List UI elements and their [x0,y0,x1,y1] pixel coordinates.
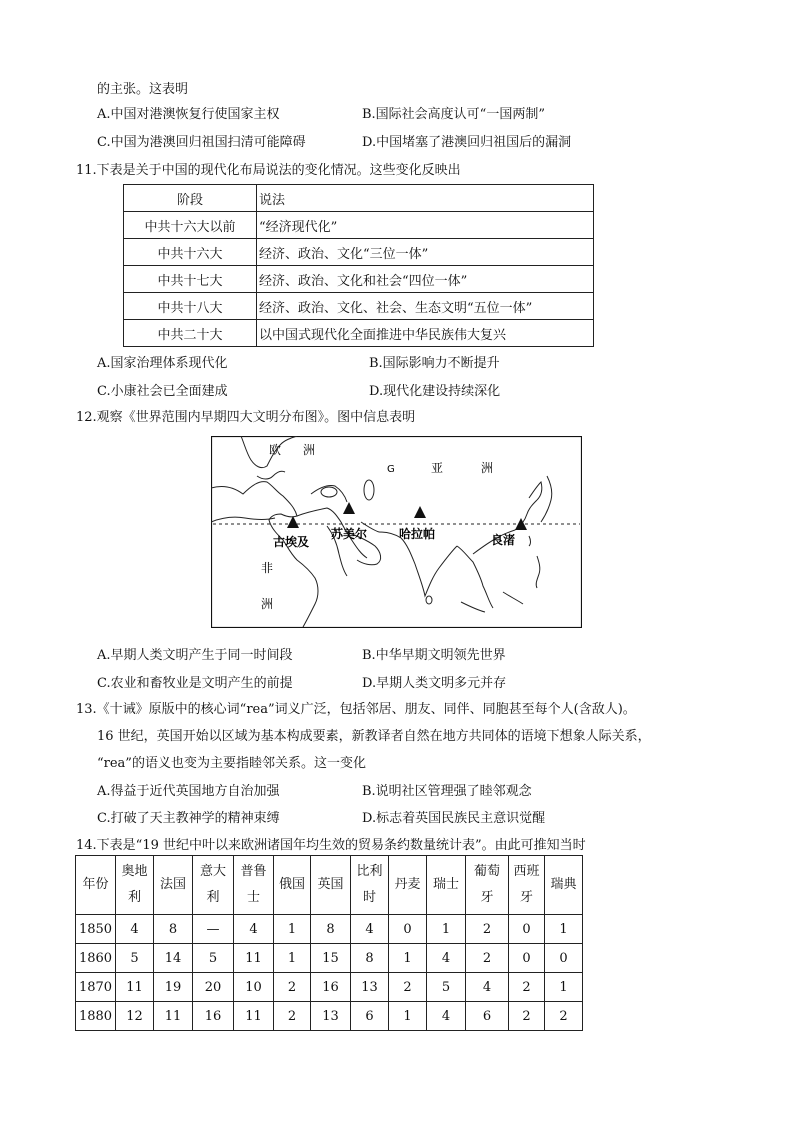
table-cell: 2 [545,1002,583,1031]
civilization-map [211,436,582,628]
table-header-row [76,856,583,915]
q12-stem: 12.观察《世界范围内早期四大文明分布图》。图中信息表明 [76,410,416,425]
table-cell: 8 [351,944,389,973]
table-cell: 5 [193,944,234,973]
table-header-cell [351,856,389,915]
table-cell: 8 [311,915,351,944]
table-cell: 4 [116,915,154,944]
q12-option-c[interactable]: C.农业和畜牧业是文明产生的前提 [97,676,293,691]
table-cell: 4 [427,1002,466,1031]
map-label-asia-1: 亚 [431,461,444,475]
table-row [76,915,583,944]
q12-option-b[interactable]: B.中华早期文明领先世界 [362,648,506,663]
table-header-cell [466,856,509,915]
table-cell: 6 [351,1002,389,1031]
table-header-cell: 阶段 [124,185,257,212]
table-header-cell [234,856,274,915]
table-cell: 11 [154,1002,193,1031]
table-cell: 4 [234,915,274,944]
map-label-sumer: 苏美尔 [331,527,368,541]
header-text: 普鲁 [240,864,267,879]
q13-stem-line-2: 16 世纪，英国开始以区域为基本构成要素，新教译者自然在地方共同体的语境下想象人际关系， [97,729,651,744]
table-cell: 0 [509,915,545,944]
header-text: 牙 [519,890,533,905]
header-text: 英国 [317,877,344,892]
table-cell: 11 [234,944,274,973]
header-text: 葡萄 [473,864,500,879]
table-cell: 6 [466,1002,509,1031]
table-cell: 13 [351,973,389,1002]
table-cell: 1870 [76,973,116,1002]
table-row [76,973,583,1002]
table-cell: 2 [389,973,427,1002]
header-text: 奥地 [121,864,148,879]
q12-option-a[interactable]: A.早期人类文明产生于同一时间段 [97,648,293,663]
header-text: 年份 [82,877,109,892]
map-label-harappa: 哈拉帕 [399,527,436,541]
header-text: 利 [206,890,220,905]
table-cell: 5 [427,973,466,1002]
q11-table [123,184,594,347]
q11-option-d[interactable]: D.现代化建设持续深化 [369,384,501,399]
header-text: 时 [362,890,376,905]
table-cell: 1850 [76,915,116,944]
q10-option-c[interactable]: C.中国为港澳回归祖国扫清可能障碍 [97,135,306,150]
table-header-cell [427,856,466,915]
table-cell: — [193,915,234,944]
header-text: 利 [127,890,141,905]
table-cell: 4 [427,944,466,973]
table-header-cell [154,856,193,915]
table-cell: 2 [274,1002,311,1031]
table-cell: 11 [234,1002,274,1031]
q13-option-b[interactable]: B.说明社区管理强了睦邻观念 [362,784,532,799]
table-row [124,266,594,293]
table-cell: 以中国式现代化全面推进中华民族伟大复兴 [257,320,594,347]
table-cell: 14 [154,944,193,973]
table-header-cell [509,856,545,915]
header-text: 丹麦 [394,877,421,892]
header-text: 西班 [513,864,540,879]
map-label-egypt: 古埃及 [273,535,310,549]
table-cell: 1 [545,915,583,944]
map-label-liangzhu: 良渚 [491,533,516,547]
q11-option-b[interactable]: B.国际影响力不断提升 [369,356,500,371]
table-header-cell [116,856,154,915]
q10-option-d[interactable]: D.中国堵塞了港澳回归祖国后的漏洞 [362,135,572,150]
table-header-cell [274,856,311,915]
table-cell: 19 [154,973,193,1002]
table-cell: 1 [389,944,427,973]
svg-text:G: G [387,464,395,475]
header-text: 士 [246,890,260,905]
table-cell: 1 [389,1002,427,1031]
map-label-asia-2: 洲 [481,461,494,475]
table-row [76,1002,583,1031]
table-cell: 1 [274,944,311,973]
q11-option-a[interactable]: A.国家治理体系现代化 [97,356,228,371]
table-cell: 中共十六大 [124,239,257,266]
header-text: 瑞士 [432,877,459,892]
table-header-cell [311,856,351,915]
q11-stem: 11.下表是关于中国的现代化布局说法的变化情况。这些变化反映出 [76,163,461,178]
table-header-cell [76,856,116,915]
header-text: 比利 [356,864,383,879]
header-text: 瑞典 [550,877,577,892]
table-cell: 16 [311,973,351,1002]
q13-stem-line-1: 13.《十诫》原版中的核心词“rea”词义广泛，包括邻居、朋友、同伴、同胞甚至每个人(含敌人)。 [76,702,636,717]
q13-option-a[interactable]: A.得益于近代英国地方自治加强 [97,784,280,799]
table-cell: 经济、政治、文化“三位一体” [257,239,594,266]
table-cell: 5 [116,944,154,973]
table-cell: 1 [427,915,466,944]
table-cell: 11 [116,973,154,1002]
table-cell: 13 [311,1002,351,1031]
table-cell: 中共十七大 [124,266,257,293]
table-row [124,293,594,320]
table-row [124,320,594,347]
table-cell: 中共十六大以前 [124,212,257,239]
table-cell: 0 [545,944,583,973]
table-cell: 16 [193,1002,234,1031]
table-cell: “经济现代化” [257,212,594,239]
q12-option-d[interactable]: D.早期人类文明多元并存 [362,676,507,691]
table-cell: 1880 [76,1002,116,1031]
table-header-cell [193,856,234,915]
table-cell: 经济、政治、文化和社会“四位一体” [257,266,594,293]
table-cell: 2 [274,973,311,1002]
q10-option-a[interactable]: A.中国对港澳恢复行使国家主权 [97,107,280,122]
table-cell: 经济、政治、文化、社会、生态文明“五位一体” [257,293,594,320]
table-cell: 1 [274,915,311,944]
table-cell: 12 [116,1002,154,1031]
map-label-europe-1: 欧 [269,443,282,457]
table-row [124,239,594,266]
map-label-africa-2: 洲 [261,597,274,611]
table-header-cell [389,856,427,915]
map-label-europe-2: 洲 [303,443,316,457]
table-row [124,212,594,239]
q13-option-d[interactable]: D.标志着英国民族民主意识觉醒 [362,811,546,826]
table-header-cell [545,856,583,915]
table-cell: 2 [509,1002,545,1031]
table-cell: 4 [466,973,509,1002]
world-map-svg [211,436,582,628]
table-cell: 2 [509,973,545,1002]
table-cell: 0 [389,915,427,944]
table-cell: 1 [545,973,583,1002]
table-header-cell: 说法 [257,185,594,212]
table-cell: 0 [509,944,545,973]
q13-stem-line-3: “rea”的语义也变为主要指睦邻关系。这一变化 [97,756,366,771]
q11-option-c[interactable]: C.小康社会已全面建成 [97,384,228,399]
table-row [124,185,594,212]
table-cell: 中共十八大 [124,293,257,320]
header-text: 牙 [480,890,494,905]
header-text: 意大 [199,864,226,879]
table-cell: 20 [193,973,234,1002]
q10-lead: 的主张。这表明 [97,82,189,97]
table-row [76,944,583,973]
table-cell: 4 [351,915,389,944]
table-cell: 1860 [76,944,116,973]
table-cell: 8 [154,915,193,944]
header-text: 俄国 [278,877,305,892]
table-cell: 2 [466,915,509,944]
table-cell: 15 [311,944,351,973]
q10-option-b[interactable]: B.国际社会高度认可“一国两制” [362,107,545,122]
q14-stem: 14.下表是“19 世纪中叶以来欧洲诸国年均生效的贸易条约数量统计表”。由此可推知当时 [76,838,586,853]
table-cell: 2 [466,944,509,973]
q13-option-c[interactable]: C.打破了天主教神学的精神束缚 [97,811,280,826]
header-text: 法国 [159,877,186,892]
q14-table [75,855,583,1031]
table-cell: 中共二十大 [124,320,257,347]
map-label-africa-1: 非 [261,561,274,575]
table-cell: 10 [234,973,274,1002]
